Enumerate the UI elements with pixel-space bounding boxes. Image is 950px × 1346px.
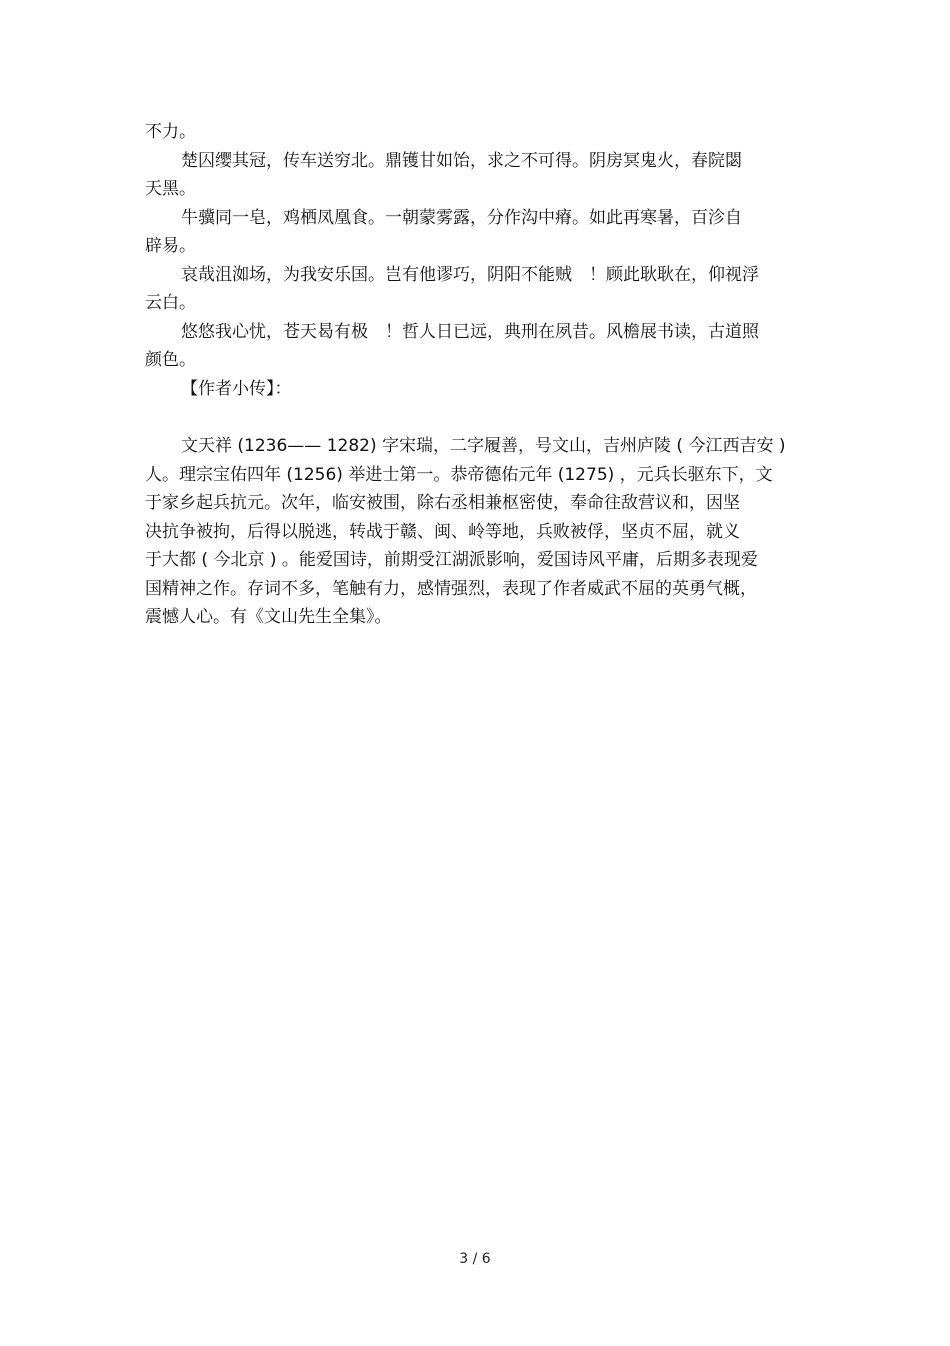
poem-line: 悠悠我心忧，苍天曷有极 ！哲人日已远，典刑在夙昔。风檐展书读，古道照 [181, 322, 759, 342]
author-bio-line: 震憾人心。有《文山先生全集》。 [145, 607, 392, 627]
poem-line: 不力。 [145, 122, 196, 142]
poem-line: 哀哉沮洳场，为我安乐国。岂有他谬巧，阴阳不能贼 ！顾此耿耿在，仰视浮 [181, 265, 759, 285]
poem-line: 辟易。 [145, 236, 196, 256]
poem-line: 颜色。 [145, 350, 196, 370]
poem-line: 云白。 [145, 293, 196, 313]
author-bio-line: 人。理宗宝佑四年 (1256) 举进士第一。恭帝德佑元年 (1275) ，元兵长驱东下，文 [145, 465, 773, 485]
author-heading: 【作者小传】： [181, 379, 292, 399]
poem-line: 天黑。 [145, 179, 196, 199]
poem-line: 楚囚缨其冠，传车送穷北。鼎镬甘如饴，求之不可得。阴房冥鬼火，春院閟 [181, 151, 742, 171]
author-bio-line: 国精神之作。存词不多，笔触有力，感情强烈，表现了作者威武不屈的英勇气概， [145, 579, 757, 599]
poem-line: 牛骥同一皂，鸡栖凤凰食。一朝蒙雾露，分作沟中瘠。如此再寒暑，百沴自 [181, 208, 742, 228]
author-bio-line: 决抗争被拘，后得以脱逃，转战于赣、闽、岭等地，兵败被俘，坚贞不屈，就义 [145, 522, 740, 542]
author-bio-line: 于大都 ( 今北京 ) 。能爱国诗，前期受江湖派影响，爱国诗风平庸，后期多表现爱 [145, 550, 758, 570]
author-bio-line: 于家乡起兵抗元。次年，临安被围，除右丞相兼枢密使，奉命往敌营议和，因坚 [145, 493, 740, 513]
author-bio-line: 文天祥 (1236—— 1282) 字宋瑞，二字履善，号文山，吉州庐陵 ( 今江西吉安 ) [181, 436, 786, 456]
page-number: 3 / 6 [459, 1251, 491, 1267]
